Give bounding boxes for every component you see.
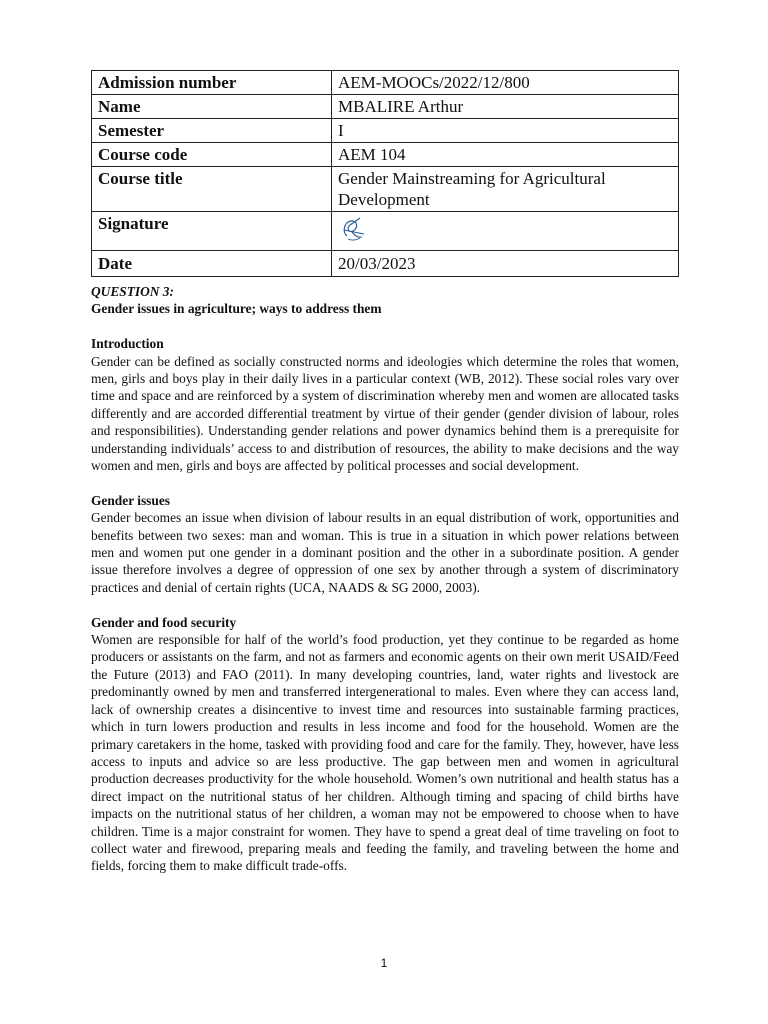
signature-label: Signature — [92, 212, 332, 251]
student-info-table — [91, 70, 679, 277]
course-title-value: Gender Mainstreaming for Agricultural Development — [332, 167, 679, 212]
date-value: 20/03/2023 — [332, 251, 679, 277]
section-body-food-security: Women are responsible for half of the world’s food production, yet they continue to be regarded as home producers or assistants on the farm, and not as farmers and economic agents on their own merit USAID/Feed the Future (2013) and FAO (2011). In many developing countries, land, water rights and livestock are predominantly owned by men and transferred intergenerational to males. Even where they can access land, lack of ownership creates a disincentive to invest time and resources into sustainable farming practices, which in turn lowers production and results in less income and food for the household. Women are the primary caretakers in the home, tasked with providing food and care for the family. They, however, have less access to inputs and advice so are less productive. The gap between men and women in agricultural production decreases productivity for the whole household. Women’s own nutritional and health status has a direct impact on the nutritional status of her children. Although timing and spacing of child births have impacts on the nutritional status of her children, a woman may not be empowered to choose when to have children. Time is a major constraint for women. They have to spend a great deal of time traveling on foot to collect water and firewood, preparing meals and feeding the family, and traveling between the home and fields, forcing them to make difficult trade-offs. — [91, 632, 679, 874]
admission-number-label: Admission number — [92, 71, 332, 95]
semester-value: I — [332, 119, 679, 143]
signature-cell — [332, 212, 679, 251]
course-title-label: Course title — [92, 167, 332, 212]
name-label: Name — [92, 95, 332, 119]
table-row — [92, 119, 679, 143]
signature-icon — [338, 214, 368, 244]
table-row — [92, 212, 679, 251]
semester-label: Semester — [92, 119, 332, 143]
table-row — [92, 95, 679, 119]
section-body-introduction: Gender can be defined as socially constructed norms and ideologies which determine the roles that women, men, girls and boys play in their daily lives in a particular context (WB, 2012). These social roles vary over time and space and are reinforced by a system of discrimination whereby men and women are allocated tasks differently and are accorded differential treatment by virtue of their gender (gender division of labour, roles and responsibilities). Understanding gender relations and power dynamics behind them is a prerequisite for understanding individuals’ access to and distribution of resources, the ability to make decisions and the way women and men, girls and boys are affected by political processes and social development. — [91, 353, 679, 474]
table-row — [92, 167, 679, 212]
course-code-label: Course code — [92, 143, 332, 167]
date-label: Date — [92, 251, 332, 277]
table-row — [92, 143, 679, 167]
section-heading-introduction: Introduction — [91, 336, 164, 352]
question-number: QUESTION 3: — [91, 284, 174, 299]
table-row — [92, 251, 679, 277]
name-value: MBALIRE Arthur — [332, 95, 679, 119]
section-heading-gender-issues: Gender issues — [91, 492, 170, 508]
question-topic: Gender issues in agriculture; ways to address them — [91, 301, 382, 317]
document-body — [91, 283, 679, 875]
course-code-value: AEM 104 — [332, 143, 679, 167]
page-number: 1 — [380, 956, 388, 970]
section-heading-food-security: Gender and food security — [91, 614, 237, 630]
section-body-gender-issues: Gender becomes an issue when division of labour results in an equal distribution of work, opportunities and benefits between two sexes: man and woman. This is true in a situation in which power relations between men and women put one gender in a dominant position and the other in a subordinate position. A gender issue therefore involves a degree of oppression of one sex by another through a system of discriminatory practices and denial of certain rights (UCA, NAADS & SG 2000, 2003). — [91, 510, 679, 595]
table-row — [92, 71, 679, 95]
admission-number-value: AEM-MOOCs/2022/12/800 — [332, 71, 679, 95]
